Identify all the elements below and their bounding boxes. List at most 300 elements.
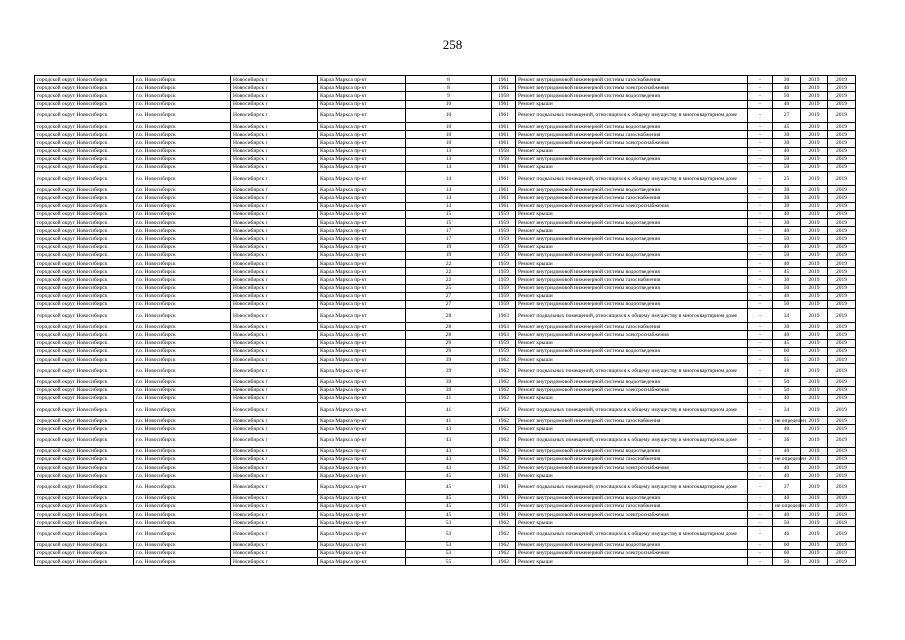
table-cell: Ремонт крыши <box>516 147 748 155</box>
table-cell: 29 <box>406 347 492 355</box>
table-cell: Новосибирск г <box>231 541 318 549</box>
table-cell: Карла Маркса пр-кт <box>318 480 406 494</box>
table-cell: - <box>748 300 773 308</box>
table-cell: Новосибирск г <box>231 557 318 565</box>
table-cell: Новосибирск г <box>231 92 318 100</box>
table-cell: 2019 <box>801 284 828 292</box>
table-cell: г.о. Новосибирск <box>134 549 231 557</box>
table-cell: 60 <box>773 541 801 549</box>
table-cell: 1958 <box>492 155 516 163</box>
table-row <box>35 76 856 84</box>
table-cell: 41 <box>406 402 492 416</box>
table-cell: 2019 <box>828 425 856 433</box>
table-cell: 2019 <box>828 541 856 549</box>
table-cell: 25 <box>773 172 801 186</box>
table-cell: 25 <box>406 284 492 292</box>
table-cell: 40 <box>773 227 801 235</box>
table-body <box>35 76 856 566</box>
table-cell: Ремонт внутридомовой инженерной системы водоотведения <box>516 494 748 502</box>
table-cell: 40 <box>773 100 801 108</box>
table-cell: 40 <box>773 210 801 218</box>
table-cell: 2019 <box>828 227 856 235</box>
table-cell: - <box>748 339 773 347</box>
table-cell: 27 <box>406 292 492 300</box>
table-cell: 1962 <box>492 356 516 364</box>
table-cell: Ремонт крыши <box>516 100 748 108</box>
table-cell: 1959 <box>492 219 516 227</box>
table-cell: Новосибирск г <box>231 378 318 386</box>
table-cell: 2019 <box>801 76 828 84</box>
table-cell: 41 <box>406 394 492 402</box>
table-cell: 2019 <box>801 425 828 433</box>
table-cell: - <box>748 425 773 433</box>
table-cell: - <box>748 186 773 194</box>
table-cell: 46 <box>773 527 801 541</box>
table-cell: 2019 <box>828 331 856 339</box>
table-cell: 45 <box>406 502 492 510</box>
table-cell: 30 <box>773 76 801 84</box>
table-cell: Новосибирск г <box>231 519 318 527</box>
table-cell: 2019 <box>828 494 856 502</box>
table-cell: 40 <box>773 472 801 480</box>
table-cell: городской округ Новосибирск <box>35 92 134 100</box>
table-cell: Ремонт крыши <box>516 519 748 527</box>
table-cell: Карла Маркса пр-кт <box>318 519 406 527</box>
table-cell: 1961 <box>492 122 516 130</box>
table-cell: 2019 <box>828 417 856 425</box>
table-cell: Новосибирск г <box>231 425 318 433</box>
table-row <box>35 276 856 284</box>
table-cell: 1961 <box>492 139 516 147</box>
table-cell: 2019 <box>801 402 828 416</box>
table-cell: г.о. Новосибирск <box>134 494 231 502</box>
table-row <box>35 347 856 355</box>
table-cell: Ремонт внутридомовой инженерной системы газоснабжения <box>516 276 748 284</box>
table-cell: 30 <box>773 194 801 202</box>
table-cell: г.о. Новосибирск <box>134 364 231 378</box>
table-cell: 2019 <box>801 502 828 510</box>
table-row <box>35 323 856 331</box>
table-cell: городской округ Новосибирск <box>35 243 134 251</box>
table-cell: 2019 <box>801 243 828 251</box>
table-cell: Карла Маркса пр-кт <box>318 108 406 122</box>
table-cell: Новосибирск г <box>231 394 318 402</box>
table-cell: Новосибирск г <box>231 480 318 494</box>
table-cell: 1962 <box>492 549 516 557</box>
table-cell: 43 <box>406 425 492 433</box>
table-cell: 1961 <box>492 131 516 139</box>
table-cell: 1961 <box>492 100 516 108</box>
table-cell: городской округ Новосибирск <box>35 378 134 386</box>
table-cell: 10 <box>406 139 492 147</box>
table-cell: - <box>748 402 773 416</box>
table-cell: 1958 <box>492 147 516 155</box>
table-cell: - <box>748 251 773 259</box>
table-cell: 2019 <box>801 163 828 171</box>
table-cell: городской округ Новосибирск <box>35 494 134 502</box>
table-cell: Ремонт внутридомовой инженерной системы водоотведения <box>516 541 748 549</box>
table-cell: г.о. Новосибирск <box>134 251 231 259</box>
table-cell: 2019 <box>801 155 828 163</box>
table-cell: городской округ Новосибирск <box>35 364 134 378</box>
table-cell: 1962 <box>492 447 516 455</box>
table-cell: 2019 <box>801 331 828 339</box>
table-cell: г.о. Новосибирск <box>134 356 231 364</box>
table-row <box>35 549 856 557</box>
table-cell: 2019 <box>801 235 828 243</box>
table-cell: Ремонт крыши <box>516 210 748 218</box>
table-cell: 1961 <box>492 511 516 519</box>
table-cell: городской округ Новосибирск <box>35 139 134 147</box>
table-cell: городской округ Новосибирск <box>35 472 134 480</box>
table-cell: 2019 <box>828 557 856 565</box>
table-cell: 2019 <box>801 210 828 218</box>
table-cell: - <box>748 131 773 139</box>
table-cell: - <box>748 227 773 235</box>
table-cell: 30 <box>773 202 801 210</box>
table-cell: 2019 <box>828 527 856 541</box>
table-cell: 53 <box>406 541 492 549</box>
table-cell: городской округ Новосибирск <box>35 292 134 300</box>
table-cell: Ремонт внутридомовой инженерной системы газоснабжения <box>516 417 748 425</box>
table-cell: 2019 <box>828 402 856 416</box>
table-cell: Новосибирск г <box>231 76 318 84</box>
table-cell: 2019 <box>828 131 856 139</box>
table-cell: 45 <box>406 494 492 502</box>
table-cell: - <box>748 541 773 549</box>
table-cell: г.о. Новосибирск <box>134 122 231 130</box>
table-cell: г.о. Новосибирск <box>134 455 231 463</box>
table-cell: 2019 <box>801 455 828 463</box>
table-cell: Ремонт внутридомовой инженерной системы водоотведения <box>516 92 748 100</box>
table-cell: 2019 <box>801 347 828 355</box>
table-cell: - <box>748 386 773 394</box>
table-cell: г.о. Новосибирск <box>134 84 231 92</box>
table-cell: городской округ Новосибирск <box>35 108 134 122</box>
table-cell: Карла Маркса пр-кт <box>318 210 406 218</box>
table-cell: Ремонт крыши <box>516 472 748 480</box>
table-cell: Ремонт крыши <box>516 227 748 235</box>
table-cell: 2019 <box>828 186 856 194</box>
table-cell: Ремонт подвальных помещений, относящихся к общему имуществу в многоквартирном доме <box>516 108 748 122</box>
table-cell: - <box>748 502 773 510</box>
table-cell: Новосибирск г <box>231 511 318 519</box>
table-cell: г.о. Новосибирск <box>134 202 231 210</box>
table-row <box>35 194 856 202</box>
table-cell: Ремонт внутридомовой инженерной системы газоснабжения <box>516 131 748 139</box>
table-cell: Карла Маркса пр-кт <box>318 92 406 100</box>
table-cell: - <box>748 511 773 519</box>
table-cell: 45 <box>773 339 801 347</box>
table-cell: Новосибирск г <box>231 502 318 510</box>
table-cell: Новосибирск г <box>231 202 318 210</box>
table-cell: 1961 <box>492 502 516 510</box>
table-cell: Новосибирск г <box>231 147 318 155</box>
table-cell: - <box>748 202 773 210</box>
table-cell: 2019 <box>801 433 828 447</box>
table-cell: 40 <box>773 292 801 300</box>
table-cell: Карла Маркса пр-кт <box>318 402 406 416</box>
table-cell: г.о. Новосибирск <box>134 243 231 251</box>
table-row <box>35 494 856 502</box>
table-cell: Ремонт внутридомовой инженерной системы водоотведения <box>516 219 748 227</box>
table-cell: Новосибирск г <box>231 251 318 259</box>
table-row <box>35 84 856 92</box>
table-cell: 40 <box>773 147 801 155</box>
table-cell: 34 <box>773 309 801 323</box>
table-cell: 15 <box>406 210 492 218</box>
table-cell: 2019 <box>801 339 828 347</box>
table-cell: г.о. Новосибирск <box>134 284 231 292</box>
table-cell: городской округ Новосибирск <box>35 347 134 355</box>
table-cell: городской округ Новосибирск <box>35 386 134 394</box>
table-cell: 50 <box>773 284 801 292</box>
table-cell: 2019 <box>801 251 828 259</box>
table-cell: - <box>748 268 773 276</box>
table-cell: 1959 <box>492 347 516 355</box>
table-cell: - <box>748 378 773 386</box>
table-cell: городской округ Новосибирск <box>35 511 134 519</box>
table-cell: Ремонт внутридомовой инженерной системы водоотведения <box>516 155 748 163</box>
table-cell: - <box>748 309 773 323</box>
table-cell: Новосибирск г <box>231 549 318 557</box>
table-cell: - <box>748 494 773 502</box>
table-cell: 2019 <box>828 464 856 472</box>
table-cell: г.о. Новосибирск <box>134 386 231 394</box>
table-cell: Ремонт внутридомовой инженерной системы водоотведения <box>516 122 748 130</box>
table-cell: 2019 <box>801 100 828 108</box>
table-cell: 2019 <box>801 386 828 394</box>
table-cell: Новосибирск г <box>231 186 318 194</box>
table-cell: Новосибирск г <box>231 194 318 202</box>
table-cell: городской округ Новосибирск <box>35 549 134 557</box>
table-cell: 2019 <box>828 292 856 300</box>
table-cell: городской округ Новосибирск <box>35 480 134 494</box>
table-cell: - <box>748 235 773 243</box>
table-cell: 40 <box>773 259 801 267</box>
table-cell: городской округ Новосибирск <box>35 519 134 527</box>
table-cell: - <box>748 480 773 494</box>
table-cell: 14 <box>406 172 492 186</box>
table-cell: г.о. Новосибирск <box>134 464 231 472</box>
table-cell: 2019 <box>801 186 828 194</box>
table-cell: городской округ Новосибирск <box>35 455 134 463</box>
table-cell: 30 <box>773 276 801 284</box>
table-cell: 55 <box>406 557 492 565</box>
table-cell: г.о. Новосибирск <box>134 155 231 163</box>
table-cell: городской округ Новосибирск <box>35 339 134 347</box>
table-cell: 2019 <box>801 108 828 122</box>
table-cell: Новосибирск г <box>231 331 318 339</box>
table-row <box>35 502 856 510</box>
table-cell: Новосибирск г <box>231 339 318 347</box>
table-cell: 2019 <box>828 394 856 402</box>
table-cell: 2019 <box>828 147 856 155</box>
table-cell: - <box>748 155 773 163</box>
table-cell: Ремонт крыши <box>516 394 748 402</box>
table-cell: г.о. Новосибирск <box>134 447 231 455</box>
table-cell: 27 <box>406 300 492 308</box>
table-cell: Ремонт внутридомовой инженерной системы электроснабжения <box>516 84 748 92</box>
table-cell: Новосибирск г <box>231 364 318 378</box>
table-cell: Карла Маркса пр-кт <box>318 433 406 447</box>
table-row <box>35 163 856 171</box>
table-cell: 14 <box>406 202 492 210</box>
table-cell: не определен <box>773 502 801 510</box>
table-cell: не определен <box>773 455 801 463</box>
table-cell: - <box>748 527 773 541</box>
table-cell: Новосибирск г <box>231 309 318 323</box>
table-cell: - <box>748 472 773 480</box>
table-cell: Карла Маркса пр-кт <box>318 494 406 502</box>
table-cell: Карла Маркса пр-кт <box>318 155 406 163</box>
table-cell: г.о. Новосибирск <box>134 394 231 402</box>
table-cell: Ремонт подвальных помещений, относящихся к общему имуществу в многоквартирном доме <box>516 433 748 447</box>
table-cell: 2019 <box>828 194 856 202</box>
table-cell: Ремонт внутридомовой инженерной системы водоотведения <box>516 235 748 243</box>
table-cell: 22 <box>406 259 492 267</box>
table-cell: 43 <box>406 464 492 472</box>
table-cell: 2019 <box>828 235 856 243</box>
table-cell: 45 <box>406 480 492 494</box>
table-cell: городской округ Новосибирск <box>35 425 134 433</box>
table-cell: 2019 <box>828 284 856 292</box>
table-cell: 14 <box>406 186 492 194</box>
table-cell: г.о. Новосибирск <box>134 541 231 549</box>
table-cell: Ремонт внутридомовой инженерной системы водоотведения <box>516 300 748 308</box>
table-cell: - <box>748 210 773 218</box>
table-cell: Новосибирск г <box>231 276 318 284</box>
table-cell: 1959 <box>492 259 516 267</box>
table-cell: г.о. Новосибирск <box>134 92 231 100</box>
table-cell: 2019 <box>828 163 856 171</box>
table-cell: городской округ Новосибирск <box>35 356 134 364</box>
table-cell: Ремонт крыши <box>516 163 748 171</box>
table-cell: 1961 <box>492 194 516 202</box>
table-cell: 2019 <box>828 243 856 251</box>
table-cell: Карла Маркса пр-кт <box>318 100 406 108</box>
table-cell: Карла Маркса пр-кт <box>318 131 406 139</box>
table-row <box>35 378 856 386</box>
table-cell: Ремонт крыши <box>516 243 748 251</box>
table-cell: Карла Маркса пр-кт <box>318 447 406 455</box>
table-cell: - <box>748 433 773 447</box>
table-cell: Новосибирск г <box>231 494 318 502</box>
table-row <box>35 464 856 472</box>
table-cell: городской округ Новосибирск <box>35 331 134 339</box>
table-cell: городской округ Новосибирск <box>35 447 134 455</box>
table-cell: Новосибирск г <box>231 323 318 331</box>
table-cell: - <box>748 108 773 122</box>
table-cell: Карла Маркса пр-кт <box>318 549 406 557</box>
table-cell: 2019 <box>801 378 828 386</box>
table-cell: Карла Маркса пр-кт <box>318 276 406 284</box>
table-row <box>35 402 856 416</box>
table-cell: Ремонт крыши <box>516 259 748 267</box>
table-cell: Карла Маркса пр-кт <box>318 139 406 147</box>
table-cell: 1962 <box>492 455 516 463</box>
table-cell: 17 <box>406 235 492 243</box>
table-cell: Ремонт крыши <box>516 339 748 347</box>
table-cell: 1961 <box>492 480 516 494</box>
table-row <box>35 309 856 323</box>
table-cell: г.о. Новосибирск <box>134 425 231 433</box>
table-row <box>35 557 856 565</box>
table-cell: 17 <box>406 227 492 235</box>
table-cell: - <box>748 259 773 267</box>
table-cell: Новосибирск г <box>231 227 318 235</box>
capital-repair-table <box>34 75 856 566</box>
table-cell: 1959 <box>492 284 516 292</box>
table-cell: 2019 <box>828 323 856 331</box>
table-cell: городской округ Новосибирск <box>35 210 134 218</box>
table-cell: 60 <box>773 549 801 557</box>
table-row <box>35 186 856 194</box>
table-cell: Новосибирск г <box>231 122 318 130</box>
table-cell: 1961 <box>492 76 516 84</box>
table-cell: - <box>748 147 773 155</box>
table-cell: 10 <box>406 131 492 139</box>
table-cell: 8 <box>406 84 492 92</box>
table-cell: 2019 <box>828 480 856 494</box>
table-cell: - <box>748 284 773 292</box>
table-cell: городской округ Новосибирск <box>35 186 134 194</box>
table-cell: г.о. Новосибирск <box>134 131 231 139</box>
table-cell: 2019 <box>801 472 828 480</box>
table-cell: Карла Маркса пр-кт <box>318 331 406 339</box>
table-cell: городской округ Новосибирск <box>35 172 134 186</box>
table-cell: 2019 <box>828 155 856 163</box>
table-cell: - <box>748 347 773 355</box>
table-cell: Карла Маркса пр-кт <box>318 378 406 386</box>
table-cell: 10 <box>406 122 492 130</box>
table-cell: 1962 <box>492 527 516 541</box>
table-cell: 2019 <box>801 194 828 202</box>
table-cell: 2019 <box>828 76 856 84</box>
table-cell: г.о. Новосибирск <box>134 276 231 284</box>
table-cell: 39 <box>406 364 492 378</box>
table-cell: - <box>748 172 773 186</box>
table-row <box>35 284 856 292</box>
table-cell: 2019 <box>828 455 856 463</box>
table-cell: городской округ Новосибирск <box>35 194 134 202</box>
table-cell: 2019 <box>801 480 828 494</box>
table-cell: Карла Маркса пр-кт <box>318 464 406 472</box>
table-cell: г.о. Новосибирск <box>134 235 231 243</box>
table-cell: 2019 <box>801 356 828 364</box>
table-cell: 41 <box>406 417 492 425</box>
table-row <box>35 447 856 455</box>
table-cell: г.о. Новосибирск <box>134 527 231 541</box>
table-cell: г.о. Новосибирск <box>134 268 231 276</box>
table-cell: 50 <box>773 235 801 243</box>
table-cell: 2019 <box>828 251 856 259</box>
table-cell: Ремонт подвальных помещений, относящихся к общему имуществу в многоквартирном доме <box>516 527 748 541</box>
table-cell: г.о. Новосибирск <box>134 186 231 194</box>
table-cell: 2019 <box>828 549 856 557</box>
table-row <box>35 331 856 339</box>
table-cell: городской округ Новосибирск <box>35 323 134 331</box>
table-cell: 2019 <box>801 219 828 227</box>
table-cell: Ремонт внутридомовой инженерной системы газоснабжения <box>516 194 748 202</box>
table-cell: 2019 <box>801 447 828 455</box>
table-cell: - <box>748 356 773 364</box>
table-cell: Новосибирск г <box>231 243 318 251</box>
table-row <box>35 172 856 186</box>
table-cell: 15 <box>406 219 492 227</box>
table-cell: Карла Маркса пр-кт <box>318 455 406 463</box>
table-cell: г.о. Новосибирск <box>134 292 231 300</box>
